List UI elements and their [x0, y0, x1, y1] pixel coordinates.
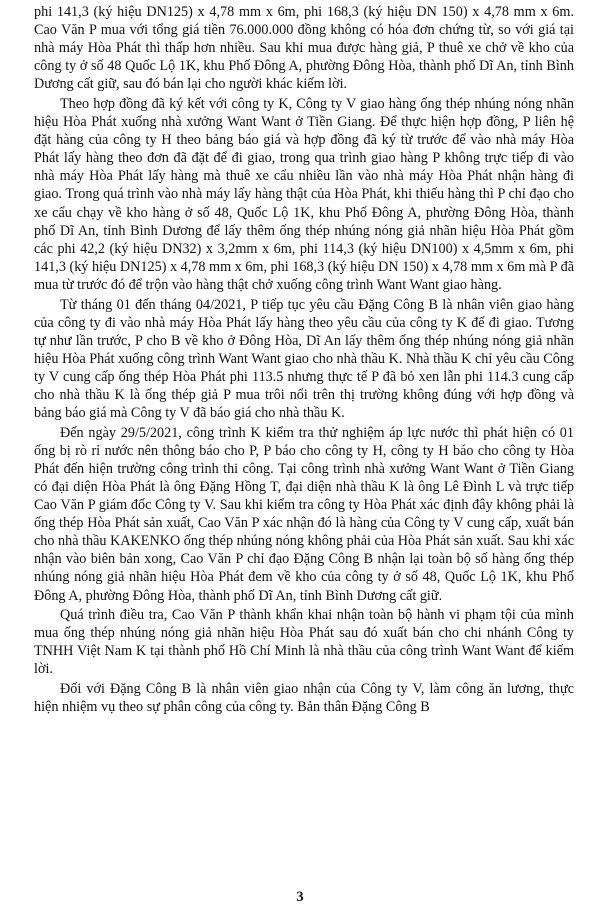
paragraph-continued: phi 141,3 (ký hiệu DN125) x 4,78 mm x 6m, phi 168,3 (ký hiệu DN 150) x 4,78 mm x 6m. Cao Văn P mua với tổng giá tiền 76.000.000 đồng không có hóa đơn chứng từ, so với giá tại nhà máy Hòa Phát thì thấp hơn nhiều. Sau khi mua được hàng giả, P thuê xe chở về kho của công ty ở số 48 Quốc Lộ 1K, khu Phố Đông A, phường Đông Hòa, thành phố Dĩ An, tỉnh Bình Dương cất giữ, sau đó bán lại cho người khác kiếm lời. — [34, 4, 574, 93]
paragraph-jan-apr-2021: Từ tháng 01 đến tháng 04/2021, P tiếp tục yêu cầu Đặng Công B là nhân viên giao hàng của công ty đi vào nhà máy Hòa Phát lấy hàng theo yêu cầu của công ty K để đi giao. Tương tự như lần trước, P cho B về kho ở Đông Hòa, Dĩ An lấy thêm ống thép nhúng nóng giả nhãn hiệu Hòa Phát xuống công trình Want Want giao cho nhà thầu K. Nhà thầu K chỉ yêu cầu Công ty V cung cấp ống thép Hòa Phát phi 113.5 nhưng thực tế P đã bỏ xen lẫn phi 114.3 cung cấp cho nhà thầu K là ống thép giả P mua trôi nổi trên thị trường không đúng với hợp đồng và bảng báo giá mà Công ty V đã báo giá cho nhà thầu K. — [34, 296, 574, 422]
paragraph-pressure-test: Đến ngày 29/5/2021, công trình K kiểm tra thử nghiệm áp lực nước thì phát hiện có 01 ống bị rò rỉ nước nên thông báo cho P, P báo cho công ty H, công ty H báo cho công ty Hòa Phát đến hiện trường công trình thi công. Tại công trình nhà xưởng Want Want ở Tiền Giang có đại diện Hòa Phát là ông Đặng Hồng T, đại diện nhà thầu K là ông Lê Đình L và trực tiếp Cao Văn P giám đốc Công ty V. Sau khi kiểm tra công ty Hòa Phát xác định đây không phải là ống thép Hòa Phát sản xuất, Cao Văn P xác nhận đó là hàng của Công ty V cung cấp, xuất bán cho nhà thầu KAKENKO ống thép nhúng nóng không phải của Hòa Phát sản xuất. Sau khi xác nhận vào biên bản xong, Cao Văn P chỉ đạo Đặng Công B nhận lại toàn bộ số hàng ống thép nhúng nóng giả nhãn hiệu Hòa Phát đem về kho của công ty ở số 48, Quốc Lộ 1K, khu Phố Đông A, phường Đông Hòa, thành phố Dĩ An, tỉnh Bình Dương cất giữ. — [34, 424, 574, 604]
paragraph-dang-cong-b: Đối với Đặng Công B là nhân viên giao nhận của Công ty V, làm công ăn lương, thực hiện nhiệm vụ theo sự phân công của công ty. Bản thân Đặng Công B — [34, 680, 574, 716]
paragraph-contract-delivery: Theo hợp đồng đã ký kết với công ty K, Công ty V giao hàng ống thép nhúng nóng nhãn hiệu Hòa Phát xuống nhà xưởng Want Want ở Tiền Giang. Để thực hiện hợp đồng, P liên hệ đặt hàng của công ty H theo bảng báo giá và hợp đồng đã ký từ trước để vào nhà máy Hòa Phát lấy hàng theo đơn đã đặt để đi giao, trong qua trình giao hàng P không trực tiếp đi vào nhà máy Hòa Phát lấy hàng mà thuê xe cẩu nhiều lần vào nhà máy Hòa Phát nhận hàng đi giao. Trong quá trình vào nhà máy lấy hàng thật của Hòa Phát, khi thiếu hàng thì P chỉ đạo cho xe cẩu chạy về kho hàng ở số 48, Quốc Lộ 1K, khu Phố Đông A, phường Đông Hòa, thành phố Dĩ An, tỉnh Bình Dương để lấy thêm ống thép nhúng nóng giả nhãn hiệu Hòa Phát gồm các phi 42,2 (ký hiệu DN32) x 3,2mm x 6m, phi 114,3 (ký hiệu DN100) x 4,5mm x 6m, phi 141,3 (ký hiệu DN125) x 4,78 mm x 6m, phi 168,3 (ký hiệu DN 150) x 4,78 mm x 6m mà P đã mua từ trước đó để trộn vào hàng thật chở xuống công trình Want Want giao hàng. — [34, 95, 574, 293]
body-text — [34, 3, 574, 718]
paragraph-investigation: Quá trình điều tra, Cao Văn P thành khẩn khai nhận toàn bộ hành vi phạm tội của mình mua ống thép nhúng nóng giả nhãn hiệu Hòa Phát sau đó xuất bán cho chi nhánh Công ty TNHH Việt Nam K tại thành phố Hồ Chí Minh là nhà thầu của công trình Want Want để kiếm lời. — [34, 607, 574, 678]
page-number: 3 — [296, 889, 304, 905]
